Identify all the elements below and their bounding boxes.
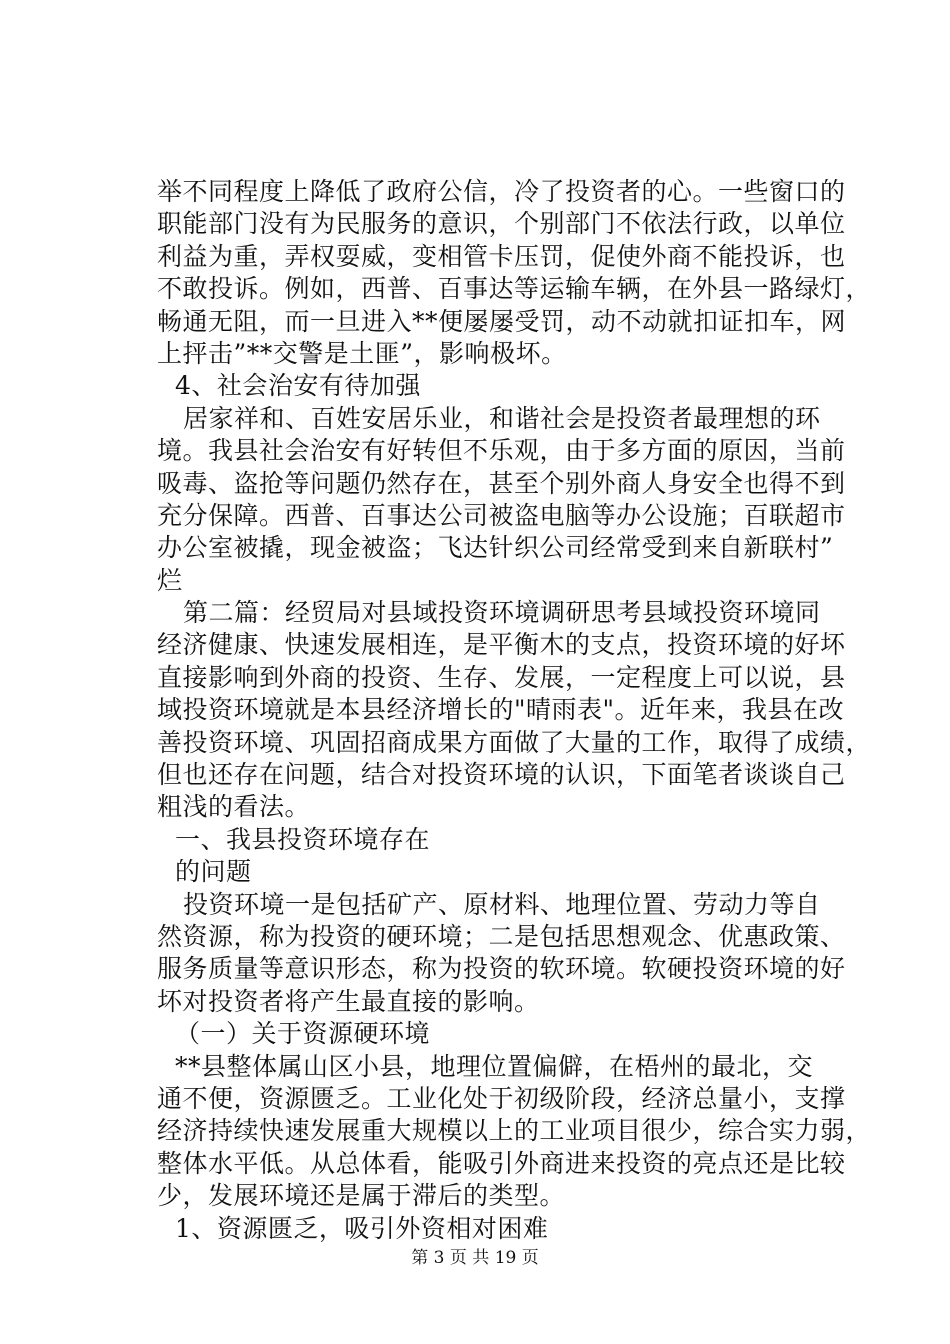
- text-line: 整体水平低。从总体看，能吸引外商进来投资的亮点还是比较: [157, 1148, 846, 1178]
- text-line: 职能部门没有为民服务的意识，个别部门不依法行政，以单位: [157, 209, 846, 239]
- text-line: 烂: [157, 565, 183, 595]
- section-heading: 1、资源匮乏，吸引外资相对困难: [175, 1213, 549, 1243]
- text-line: 举不同程度上降低了政府公信，冷了投资者的心。一些窗口的: [157, 177, 846, 206]
- text-line: 然资源，称为投资的硬环境；二是包括思想观念、优惠政策、: [157, 921, 846, 951]
- text-line: 善投资环境、巩固招商成果方面做了大量的工作，取得了成绩，: [157, 727, 872, 757]
- text-line: 域投资环境就是本县经济增长的"晴雨表"。近年来，我县在改: [157, 695, 845, 725]
- text-line: 直接影响到外商的投资、生存、发展，一定程度上可以说，县: [157, 662, 846, 692]
- text-line: 办公室被撬，现金被盗；飞达针织公司经常受到来自新联村”: [157, 533, 834, 563]
- text-line: 居家祥和、百姓安居乐业，和谐社会是投资者最理想的环: [183, 403, 821, 433]
- section-heading: （一）关于资源硬环境: [175, 1019, 431, 1049]
- text-line: 通不便，资源匮乏。工业化处于初级阶段，经济总量小，支撑: [157, 1083, 846, 1113]
- text-line: 利益为重，弄权耍威，变相管卡压罚，促使外商不能投诉，也: [157, 241, 846, 271]
- text-line: 服务质量等意识形态，称为投资的软环境。软硬投资环境的好: [157, 954, 846, 984]
- text-line: 境。我县社会治安有好转但不乐观，由于多方面的原因，当前: [157, 436, 846, 466]
- page-footer: 第 3 页 共 19 页: [411, 1248, 539, 1268]
- section-heading: 的问题: [175, 857, 252, 887]
- text-line: 投资环境一是包括矿产、原材料、地理位置、劳动力等自: [183, 889, 821, 919]
- text-line: 但也还存在问题，结合对投资环境的认识，下面笔者谈谈自己: [157, 760, 846, 790]
- document-body: [157, 176, 872, 1245]
- text-line: 坏对投资者将产生最直接的影响。: [157, 986, 540, 1016]
- text-line: 畅通无阻，而一旦进入**便屡屡受罚，动不动就扣证扣车，网: [157, 306, 847, 336]
- text-line: 少，发展环境还是属于滞后的类型。: [157, 1181, 566, 1211]
- text-line: 第二篇：经贸局对县域投资环境调研思考县域投资环境同: [183, 598, 821, 628]
- text-line: 粗浅的看法。: [157, 792, 311, 822]
- text-line: 经济持续快速发展重大规模以上的工业项目很少，综合实力弱，: [157, 1116, 872, 1146]
- text-line: 不敢投诉。例如，西普、百事达等运输车辆，在外县一路绿灯，: [157, 274, 872, 304]
- text-line: 充分保障。西普、百事达公司被盗电脑等办公设施；百联超市: [157, 500, 846, 530]
- text-line: 吸毒、盗抢等问题仍然存在，甚至个别外商人身安全也得不到: [157, 468, 846, 498]
- section-heading: 一、我县投资环境存在: [175, 824, 431, 854]
- text-line: **县整体属山区小县，地理位置偏僻，在梧州的最北，交: [175, 1051, 814, 1081]
- text-line: 上抨击”**交警是土匪”，影响极坏。: [157, 338, 567, 368]
- text-line: 经济健康、快速发展相连，是平衡木的支点，投资环境的好坏: [157, 630, 846, 660]
- section-heading: 4、社会治安有待加强: [175, 371, 421, 401]
